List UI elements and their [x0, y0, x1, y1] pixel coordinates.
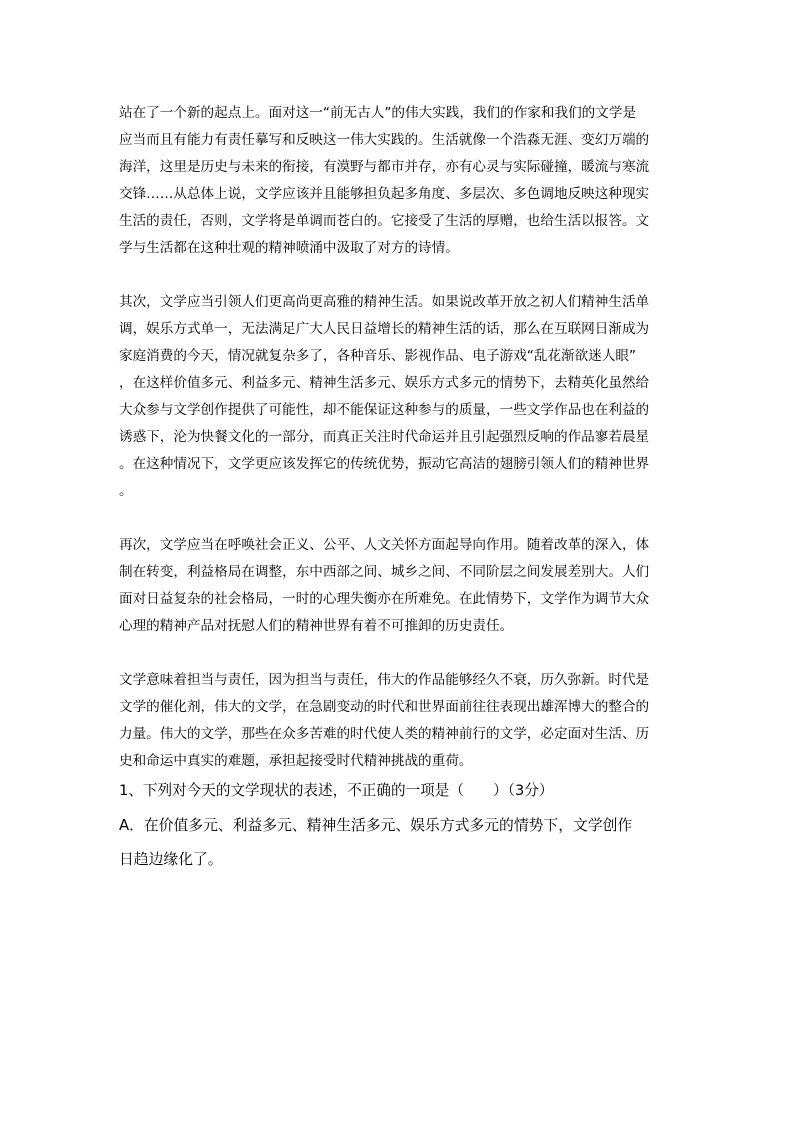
- document-page: [119, 100, 675, 877]
- paragraph-4: 文学意味着担当与责任，因为担当与责任，伟大的作品能够经久不衰，历久弥新。时代是 文学的催化剂，伟大的文学，在急剧变动的时代和世界面前往往表现出雄浑博大的整合的 力量。伟大的文学，那些在众多苦难的时代使人类的精神前行的文学，必定面对生活、历 史和命运中真实的难题，承担起接受时代精神挑战的重荷。: [119, 672, 650, 769]
- question-1-stem: 1、下列对今天的文学现状的表述，不正确的一项是（ ）（3分）: [119, 782, 554, 799]
- paragraph-1: 站在了一个新的起点上。面对这一“前无古人”的伟大实践，我们的作家和我们的文学是 应当而且有能力有责任摹写和反映这一伟大实践的。生活就像一个浩淼无涯、变幻万端的 海洋，这里是历史与未来的衔接，有漠野与都市并存，亦有心灵与实际碰撞，暖流与寒流 交锋……从总体上说，文学应该并且能够担负起多角度、多层次、多色调地反映这种现实 生活的责任，否则，文学将是单调而苍白的。它接受了生活的厚赠，也给生活以报答。文 学与生活都在这种壮观的精神喷涌中汲取了对方的诗情。: [119, 105, 650, 256]
- paragraph-3: 再次，文学应当在呼唤社会正义、公平、人文关怀方面起导向作用。随着改革的深入，体 制在转变，利益格局在调整，东中西部之间、城乡之间、不同阶层之间发展差别大。人们 面对日益复杂的社会格局，一时的心理失衡亦在所难免。在此情势下，文学作为调节大众 心理的精神产品对抚慰人们的精神世界有着不可推卸的历史责任。: [119, 537, 650, 634]
- paragraph-2: 其次，文学应当引领人们更高尚更高雅的精神生活。如果说改革开放之初人们精神生活单 调，娱乐方式单一，无法满足广大人民日益增长的精神生活的话，那么在互联网日渐成为 家庭消费的今天，情况就复杂多了，各种音乐、影视作品、电子游戏“乱花渐欲迷人眼” ，在这样价值多元、利益多元、精神生活多元、娱乐方式多元的情势下，去精英化虽然给 大众参与文学创作提供了可能性，却不能保证这种参与的质量，一些文学作品也在利益的 诱惑下，沦为快餐文化的一部分，而真正关注时代命运并且引起强烈反响的作品寥若晨星 。在这种情况下，文学更应该发挥它的传统优势，振动它高洁的翅膀引领人们的精神世界 。: [119, 294, 650, 499]
- question-1-option-a: A．在价值多元、利益多元、精神生活多元、娱乐方式多元的情势下，文学创作 日趋边缘化了。: [119, 817, 633, 868]
